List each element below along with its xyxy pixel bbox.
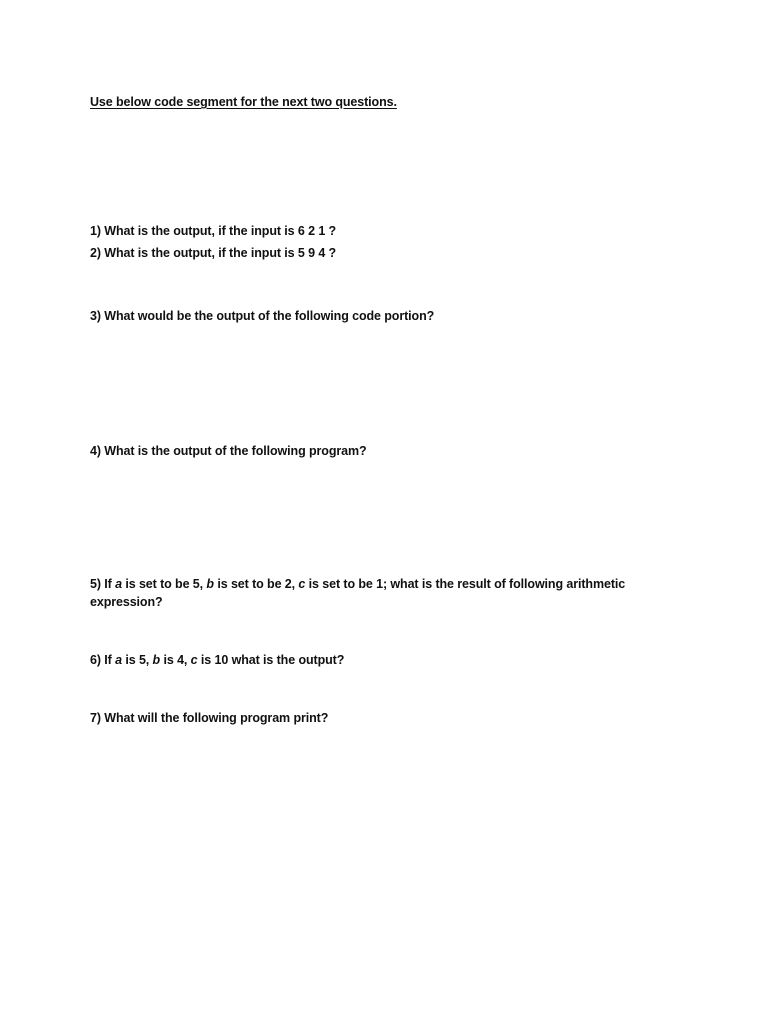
variable-a: a [115,653,122,667]
question-6 [90,651,344,669]
question-5-line2: expression? [90,595,163,609]
question-6-prefix: 6) If [90,653,116,667]
variable-c: c [190,653,198,667]
question-5-part3: is set to be 1; what is the result of following arithmetic [305,577,626,591]
question-5-prefix: 5) If [90,577,116,591]
question-4: 4) What is the output of the following program? [90,444,367,458]
question-5-part1: is set to be 5, [121,577,207,591]
variable-c: c [298,577,306,591]
variable-b: b [152,653,161,667]
question-5-part2: is set to be 2, [213,577,299,591]
question-7: 7) What will the following program print? [90,711,329,725]
question-6-part1: is 5, [121,653,153,667]
question-6-part2: is 4, [160,653,191,667]
variable-a: a [115,577,122,591]
question-6-part3: is 10 what is the output? [197,653,345,667]
variable-b: b [206,577,214,591]
question-2: 2) What is the output, if the input is 5 9 4 ? [90,246,337,260]
section-heading: Use below code segment for the next two questions. [90,95,397,109]
question-1: 1) What is the output, if the input is 6 2 1 ? [90,224,337,238]
question-3: 3) What would be the output of the following code portion? [90,309,435,323]
question-5 [90,575,625,593]
